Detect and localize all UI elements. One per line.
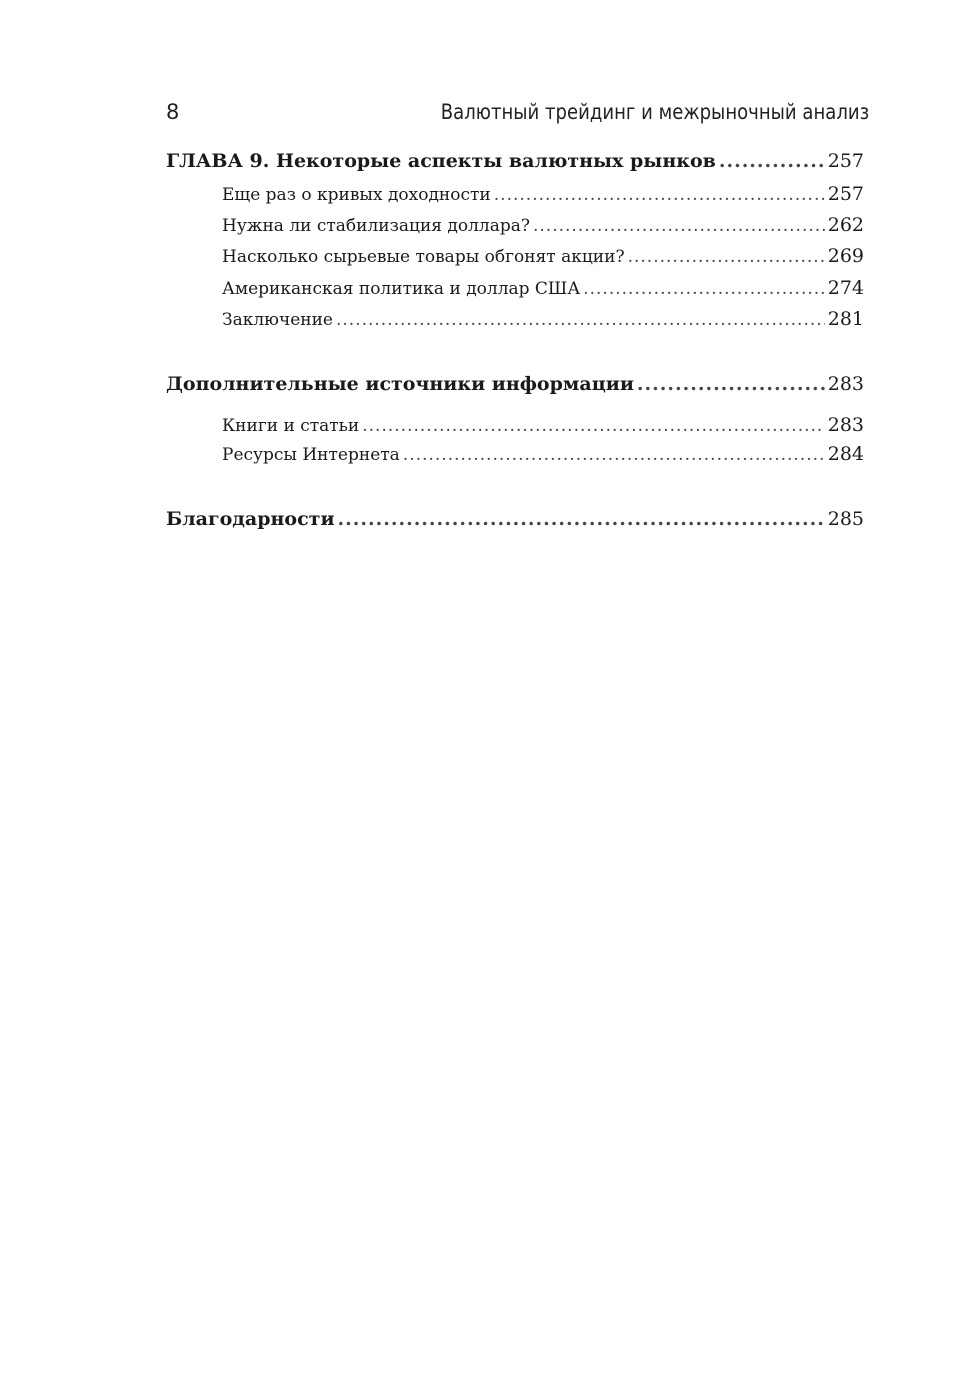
- toc-entry-page: 281: [827, 308, 864, 330]
- toc-entry-page: 283: [827, 414, 864, 436]
- toc-section-dollar-stabilization[interactable]: [222, 214, 864, 236]
- dot-leader: [533, 216, 825, 236]
- toc-entry-title: Американская политика и доллар США: [222, 279, 581, 299]
- toc-entry-page: 262: [827, 214, 864, 236]
- dot-leader: [494, 185, 825, 205]
- toc-acknowledgements[interactable]: [166, 508, 864, 530]
- toc-entry-title: Книги и статьи: [222, 416, 360, 436]
- toc-entry-page: 257: [827, 183, 864, 205]
- toc-entry-title: Ресурсы Интернета: [222, 445, 400, 465]
- dot-leader: [637, 373, 825, 395]
- toc-entry-page: 283: [827, 373, 864, 395]
- toc-entry-page: 274: [827, 277, 864, 299]
- toc-additional-sources[interactable]: [166, 373, 864, 395]
- page-number: 8: [166, 100, 180, 124]
- toc-entry-title: Еще раз о кривых доходности: [222, 185, 491, 205]
- dot-leader: [403, 445, 825, 465]
- dot-leader: [338, 508, 825, 530]
- toc-entry-title: Благодарности: [166, 508, 335, 530]
- dot-leader: [362, 416, 824, 436]
- toc-entry-title: Заключение: [222, 310, 333, 330]
- toc-entry-page: 285: [827, 508, 864, 530]
- dot-leader: [628, 247, 825, 267]
- toc-section-commodities-vs-stocks[interactable]: [222, 245, 864, 267]
- dot-leader: [583, 279, 825, 299]
- toc-entry-title: ГЛАВА 9. Некоторые аспекты валютных рынков: [166, 150, 716, 172]
- toc-section-yield-curves[interactable]: [222, 183, 864, 205]
- toc-section-books[interactable]: [222, 414, 864, 436]
- toc-chapter-9[interactable]: [166, 150, 864, 172]
- toc-entry-title: Насколько сырьевые товары обгонят акции?: [222, 247, 625, 267]
- dot-leader: [719, 150, 825, 172]
- running-title: Валютный трейдинг и межрыночный анализ: [440, 100, 869, 124]
- toc-entry-title: Нужна ли стабилизация доллара?: [222, 216, 530, 236]
- toc-entry-page: 257: [827, 150, 864, 172]
- toc-entry-title: Дополнительные источники информации: [166, 373, 634, 395]
- toc-section-conclusion[interactable]: [222, 308, 864, 330]
- dot-leader: [336, 310, 825, 330]
- toc-entry-page: 269: [827, 245, 864, 267]
- toc-section-internet[interactable]: [222, 443, 864, 465]
- toc-entry-page: 284: [827, 443, 864, 465]
- toc-section-us-policy[interactable]: [222, 277, 864, 299]
